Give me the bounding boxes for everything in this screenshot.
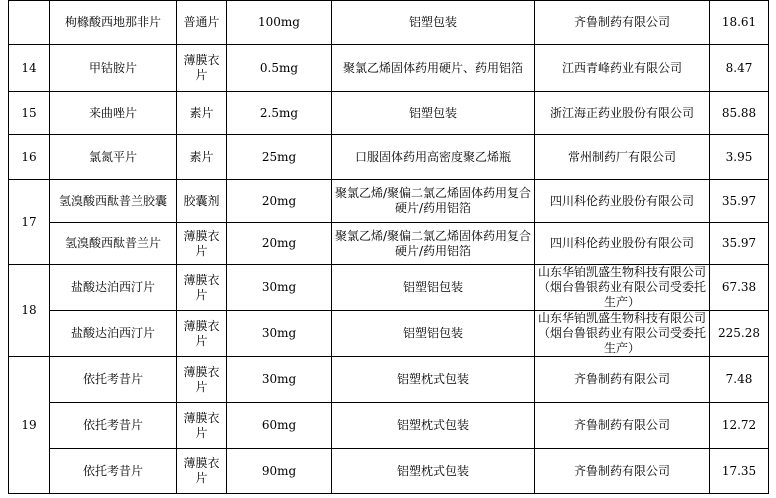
manufacturer-cell: 常州制药厂有限公司 (535, 135, 710, 180)
dosage-form-cell: 薄膜衣片 (177, 223, 227, 265)
manufacturer-cell: 齐鲁制药有限公司 (535, 357, 710, 403)
row-index-cell: 16 (9, 135, 50, 180)
price-cell: 225.28 (710, 311, 769, 357)
price-cell: 85.88 (710, 92, 769, 135)
drug-name-cell: 氢溴酸西酞普兰片 (50, 223, 177, 265)
row-index-cell: 18 (9, 265, 50, 357)
spec-cell: 30mg (227, 311, 332, 357)
price-cell: 3.95 (710, 135, 769, 180)
drug-name-cell: 盐酸达泊西汀片 (50, 311, 177, 357)
table-row (9, 403, 769, 449)
drug-name-cell: 依托考昔片 (50, 449, 177, 494)
row-index-cell: 17 (9, 180, 50, 265)
drug-name-cell: 依托考昔片 (50, 357, 177, 403)
packaging-cell: 铝塑枕式包装 (332, 403, 535, 449)
packaging-cell: 铝塑包装 (332, 92, 535, 135)
row-index-cell: 14 (9, 45, 50, 92)
spec-cell: 60mg (227, 403, 332, 449)
spec-cell: 20mg (227, 223, 332, 265)
drug-price-table (8, 0, 769, 494)
packaging-cell: 铝塑枕式包装 (332, 449, 535, 494)
dosage-form-cell: 薄膜衣片 (177, 311, 227, 357)
dosage-form-cell: 薄膜衣片 (177, 449, 227, 494)
manufacturer-cell: 山东华铂凯盛生物科技有限公司（烟台鲁银药业有限公司受委托生产） (535, 311, 710, 357)
spec-cell: 20mg (227, 180, 332, 223)
dosage-form-cell: 素片 (177, 92, 227, 135)
drug-name-cell: 依托考昔片 (50, 403, 177, 449)
spec-cell: 2.5mg (227, 92, 332, 135)
price-cell: 35.97 (710, 223, 769, 265)
table-row (9, 223, 769, 265)
packaging-cell: 铝塑铝包装 (332, 265, 535, 311)
price-cell: 8.47 (710, 45, 769, 92)
drug-name-cell: 甲钴胺片 (50, 45, 177, 92)
spec-cell: 30mg (227, 265, 332, 311)
table-row (9, 92, 769, 135)
drug-price-table-container (8, 0, 769, 494)
table-row (9, 311, 769, 357)
dosage-form-cell: 普通片 (177, 1, 227, 45)
packaging-cell: 铝塑包装 (332, 1, 535, 45)
packaging-cell: 铝塑铝包装 (332, 311, 535, 357)
price-cell: 67.38 (710, 265, 769, 311)
price-cell: 12.72 (710, 403, 769, 449)
dosage-form-cell: 胶囊剂 (177, 180, 227, 223)
manufacturer-cell: 四川科伦药业股份有限公司 (535, 223, 710, 265)
table-row (9, 265, 769, 311)
drug-name-cell: 氢溴酸西酞普兰胶囊 (50, 180, 177, 223)
row-index-cell: 19 (9, 357, 50, 494)
drug-name-cell: 来曲唑片 (50, 92, 177, 135)
table-row (9, 180, 769, 223)
manufacturer-cell: 齐鲁制药有限公司 (535, 1, 710, 45)
price-cell: 18.61 (710, 1, 769, 45)
dosage-form-cell: 薄膜衣片 (177, 403, 227, 449)
spec-cell: 0.5mg (227, 45, 332, 92)
drug-name-cell: 氯氮平片 (50, 135, 177, 180)
price-cell: 17.35 (710, 449, 769, 494)
manufacturer-cell: 四川科伦药业股份有限公司 (535, 180, 710, 223)
manufacturer-cell: 齐鲁制药有限公司 (535, 403, 710, 449)
price-cell: 7.48 (710, 357, 769, 403)
table-row (9, 135, 769, 180)
manufacturer-cell: 江西青峰药业有限公司 (535, 45, 710, 92)
table-row (9, 45, 769, 92)
packaging-cell: 铝塑枕式包装 (332, 357, 535, 403)
packaging-cell: 聚氯乙烯固体药用硬片、药用铝箔 (332, 45, 535, 92)
manufacturer-cell: 浙江海正药业股份有限公司 (535, 92, 710, 135)
dosage-form-cell: 素片 (177, 135, 227, 180)
packaging-cell: 聚氯乙烯/聚偏二氯乙烯固体药用复合硬片/药用铝箔 (332, 180, 535, 223)
spec-cell: 25mg (227, 135, 332, 180)
spec-cell: 90mg (227, 449, 332, 494)
packaging-cell: 聚氯乙烯/聚偏二氯乙烯固体药用复合硬片/药用铝箔 (332, 223, 535, 265)
dosage-form-cell: 薄膜衣片 (177, 357, 227, 403)
dosage-form-cell: 薄膜衣片 (177, 265, 227, 311)
drug-name-cell: 枸橼酸西地那非片 (50, 1, 177, 45)
spec-cell: 100mg (227, 1, 332, 45)
spec-cell: 30mg (227, 357, 332, 403)
price-cell: 35.97 (710, 180, 769, 223)
table-row (9, 449, 769, 494)
table-row (9, 357, 769, 403)
manufacturer-cell: 山东华铂凯盛生物科技有限公司（烟台鲁银药业有限公司受委托生产） (535, 265, 710, 311)
row-index-cell (9, 1, 50, 45)
row-index-cell: 15 (9, 92, 50, 135)
packaging-cell: 口服固体药用高密度聚乙烯瓶 (332, 135, 535, 180)
dosage-form-cell: 薄膜衣片 (177, 45, 227, 92)
table-row (9, 1, 769, 45)
manufacturer-cell: 齐鲁制药有限公司 (535, 449, 710, 494)
drug-name-cell: 盐酸达泊西汀片 (50, 265, 177, 311)
